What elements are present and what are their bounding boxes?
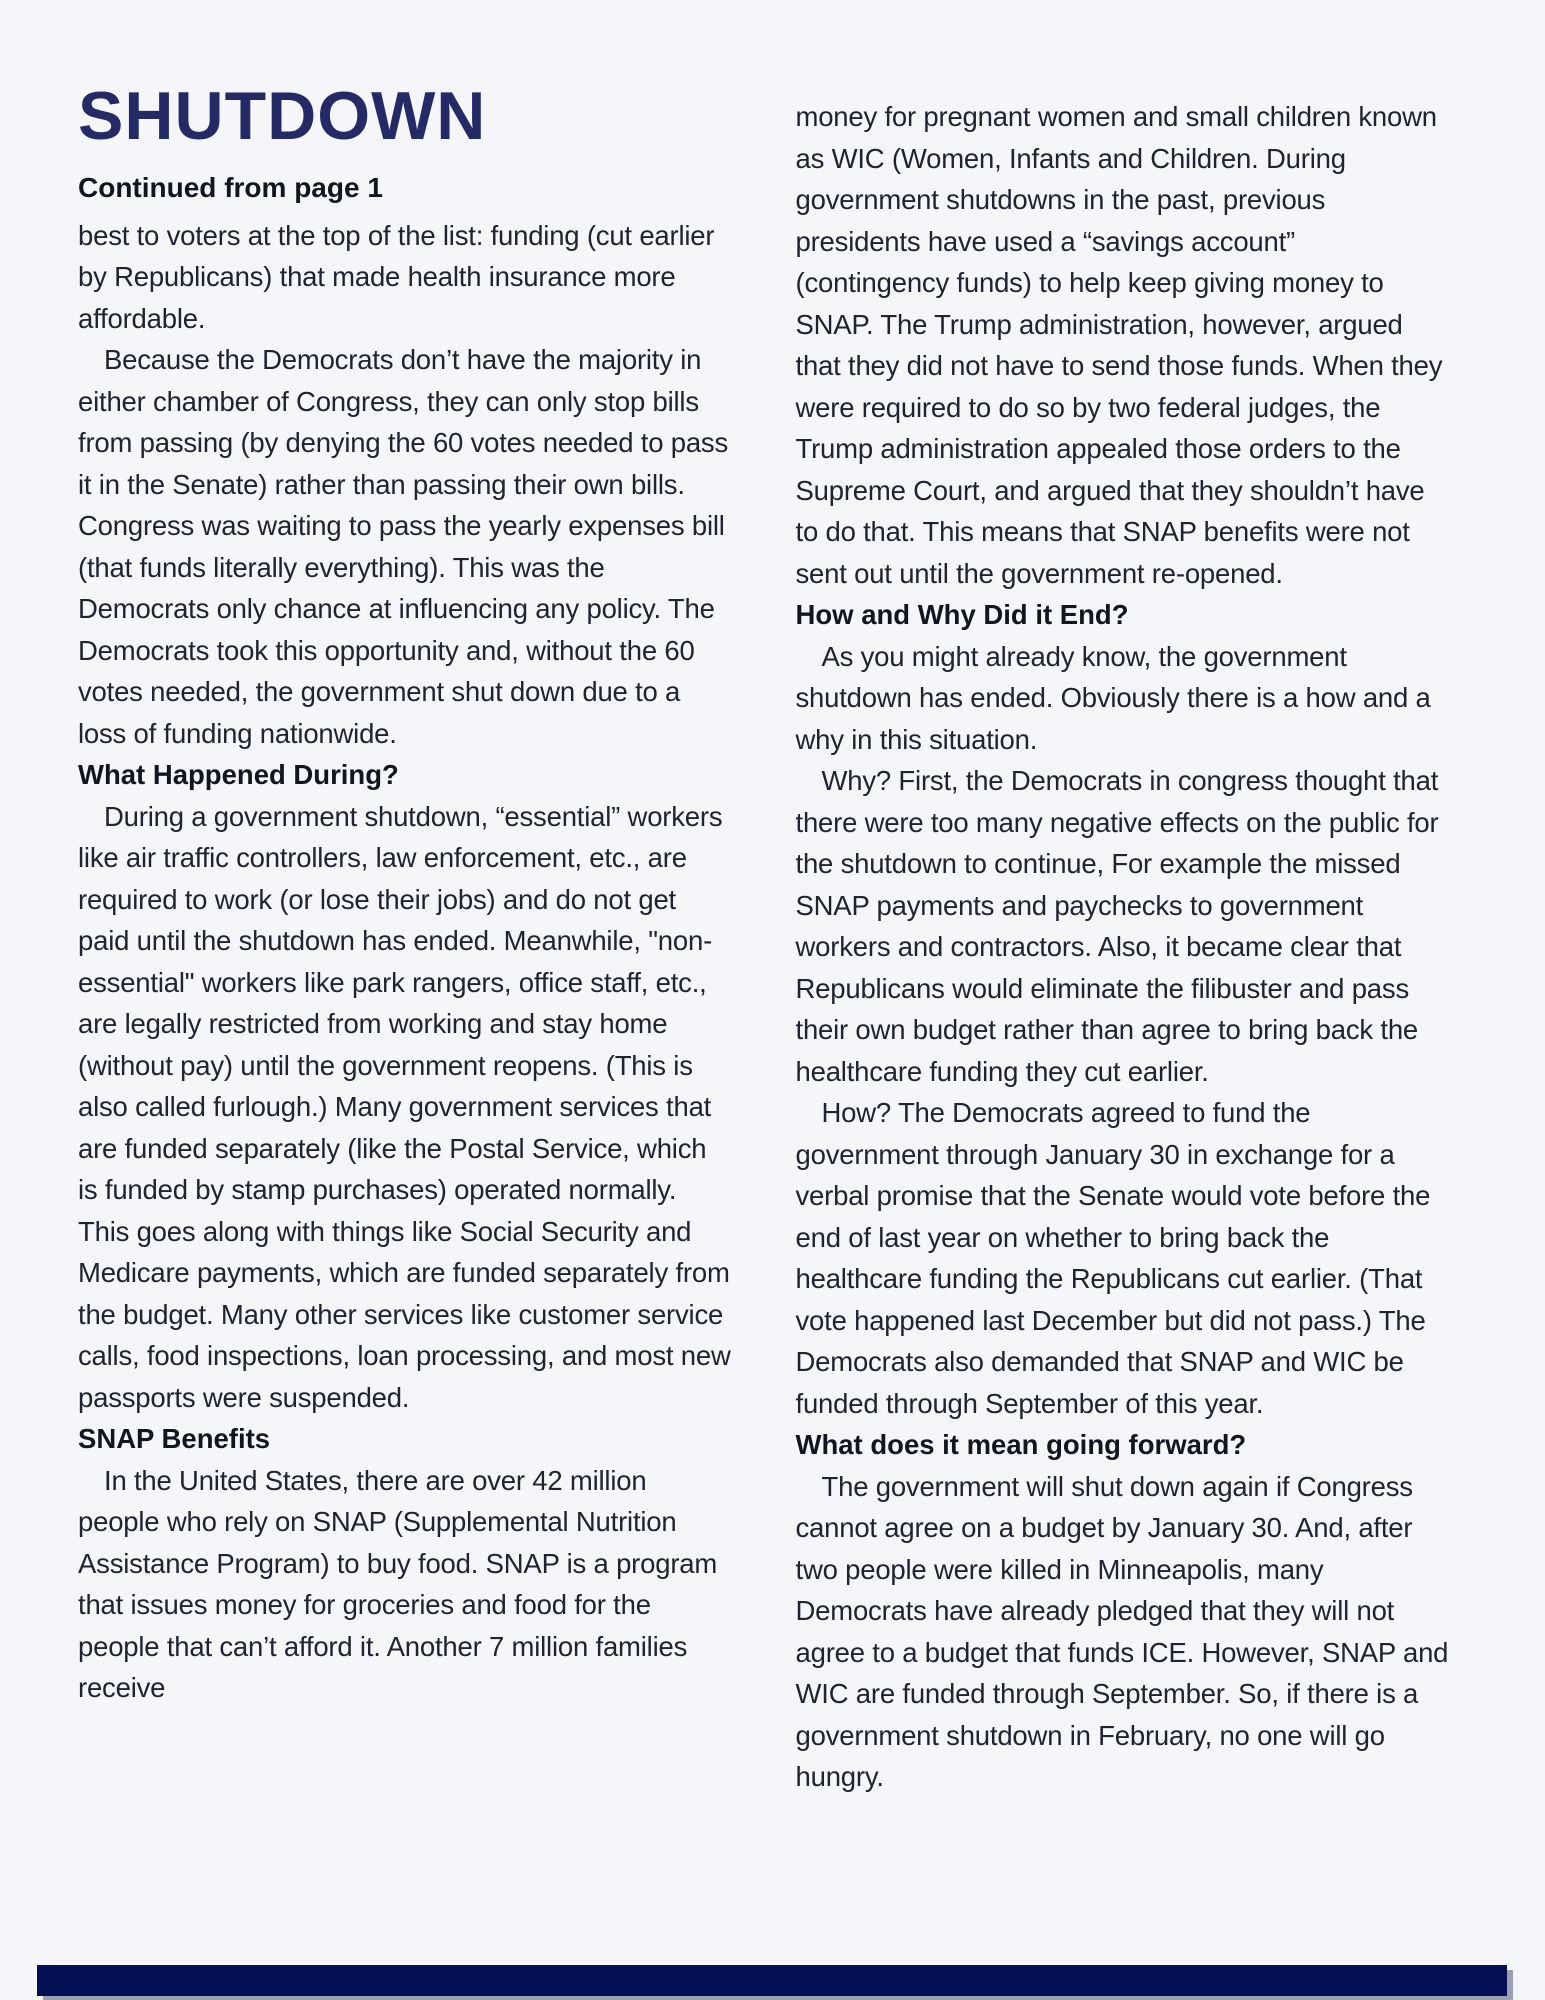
- paragraph: How? The Democrats agreed to fund the government through January 30 in exchange for a verbal promise that the Senate would vote before the end of last year on whether to bring back the healthcare funding the Republicans cut earlier. (That vote happened last December but did not pass.) The Democrats also demanded that SNAP and WIC be funded through September of this year.: [795, 1097, 1431, 1419]
- subhead-what-happened-during: What Happened During?: [78, 759, 399, 791]
- subhead-snap-benefits: SNAP Benefits: [78, 1423, 271, 1455]
- paragraph: best to voters at the top of the list: funding (cut earlier by Republicans) that made health insurance more affordable.: [78, 219, 715, 334]
- paragraph: During a government shutdown, “essential” workers like air traffic controllers, law enforcement, etc., are required to work (or lose their jobs) and do not get paid until the shutdown has ended. Meanwhile, "non-essential" workers like park rangers, office staff, etc., are legally restricted from working and stay home (without pay) until the government reopens. (This is also called furlough.) Many government services that are funded separately (like the Postal Service, which is funded by stamp purchases) operated normally. This goes along with things like Social Security and Medicare payments, which are funded separately from the budget. Many other services like customer service calls, food inspections, loan processing, and most new passports were suspended.: [78, 800, 731, 1413]
- footer-bar: [37, 1965, 1507, 1996]
- paragraph: In the United States, there are over 42 million people who rely on SNAP (Supplemental Nutrition Assistance Program) to buy food. SNAP is a program that issues money for groceries and food for the people that can’t afford it. Another 7 million families receive: [78, 1464, 718, 1704]
- right-column: [796, 82, 1450, 1798]
- subhead-what-does-it-mean-going-forward: What does it mean going forward?: [795, 1429, 1247, 1460]
- article-headline: SHUTDOWN: [78, 78, 487, 154]
- paragraph: money for pregnant women and small children known as WIC (Women, Infants and Children. During government shutdowns in the past, previous presidents have used a “savings account” (contingency funds) to help keep giving money to SNAP. The Trump administration, however, argued that they did not have to send those funds. When they were required to do so by two federal judges, the Trump administration appealed those orders to the Supreme Court, and argued that they shouldn’t have to do that. This means that SNAP benefits were not sent out until the government re-opened.: [795, 101, 1443, 589]
- paragraph: The government will shut down again if Congress cannot agree on a budget by January 30. And, after two people were killed in Minneapolis, many Democrats have already pledged that they will not agree to a budget that funds ICE. However, SNAP and WIC are funded through September. So, if there is a government shutdown in February, no one will go hungry.: [795, 1470, 1449, 1792]
- paragraph: Why? First, the Democrats in congress thought that there were too many negative effects on the public for the shutdown to continue, For example the missed SNAP payments and paychecks to government workers and contractors. Also, it became clear that Republicans would eliminate the filibuster and pass their own budget rather than agree to bring back the healthcare funding they cut earlier.: [795, 765, 1439, 1087]
- paragraph: As you might already know, the government shutdown has ended. Obviously there is a how and a why in this situation.: [795, 640, 1431, 755]
- continued-from-label: Continued from page 1: [78, 172, 383, 204]
- subhead-how-and-why-did-it-end: How and Why Did it End?: [795, 599, 1129, 630]
- paragraph: Because the Democrats don’t have the majority in either chamber of Congress, they can only stop bills from passing (by denying the 60 votes needed to pass it in the Senate) rather than passing their own bills. Congress was waiting to pass the yearly expenses bill (that funds literally everything). This was the Democrats only chance at influencing any policy. The Democrats took this opportunity and, without the 60 votes needed, the government shut down due to a loss of funding nationwide.: [78, 344, 729, 749]
- left-column: [78, 78, 732, 1798]
